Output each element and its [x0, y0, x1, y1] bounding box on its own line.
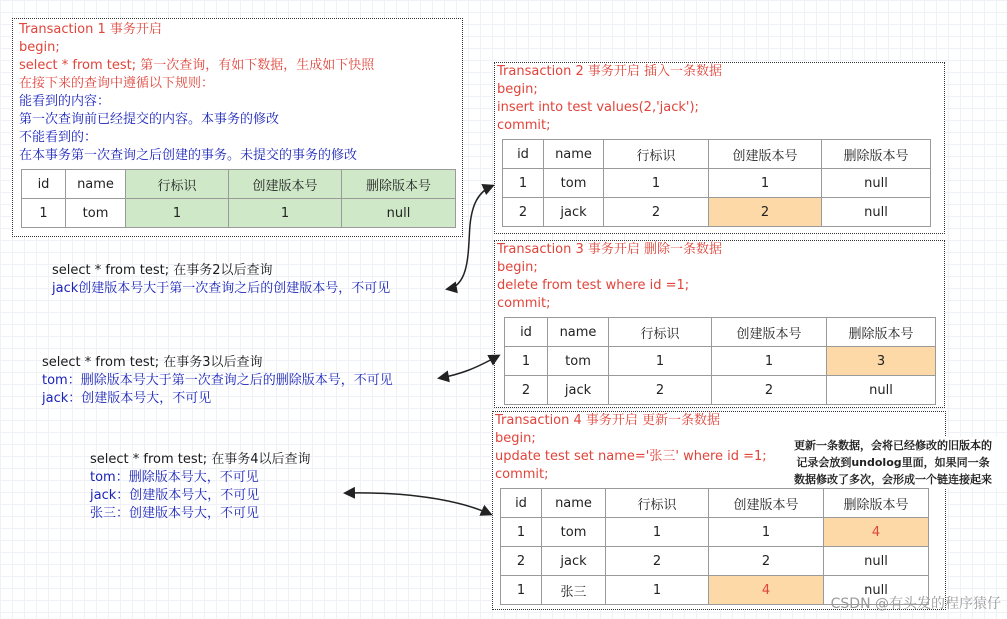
header-row-id: 行标识 [126, 170, 229, 199]
cell-id: 1 [22, 199, 66, 228]
cell-delete-version: null [824, 576, 929, 605]
cell-delete-version-highlight: 4 [824, 518, 929, 547]
header-id: id [503, 140, 544, 169]
cell-row-id: 1 [126, 199, 229, 228]
tx1-invisible-desc: 在本事务第一次查询之后创建的事务。未提交的事务的修改 [19, 148, 358, 163]
header-id: id [505, 318, 548, 347]
cell-delete-version: null [822, 198, 931, 227]
undolog-note-line-2: 记录会放到undolog里面，如果同一条 [796, 456, 990, 469]
arrow-query4-to-tx4 [346, 493, 490, 514]
cell-row-id: 2 [606, 547, 709, 576]
query-after-tx3-reason-jack: jack：创建版本号大，不可见 [42, 391, 212, 406]
header-id: id [22, 170, 66, 199]
arrow-query3-to-tx3 [440, 356, 498, 378]
cell-delete-version: null [342, 199, 456, 228]
cell-create-version: 1 [712, 347, 827, 376]
cell-id: 1 [503, 169, 544, 198]
cell-delete-version-highlight: 3 [827, 347, 936, 376]
tx1-rule-intro: 在接下来的查询中遵循以下规则： [19, 76, 215, 91]
tx3-delete: delete from test where id =1; [497, 278, 690, 293]
query-after-tx3-sql: select * from test; 在事务3以后查询 [42, 355, 263, 370]
tx2-insert: insert into test values(2,'jack'); [497, 100, 699, 115]
undolog-note-line-1: 更新一条数据，会将已经修改的旧版本的 [794, 439, 992, 452]
cell-row-id: 2 [604, 198, 709, 227]
cell-name: tom [66, 199, 126, 228]
header-name: name [548, 318, 609, 347]
cell-id: 2 [503, 198, 544, 227]
cell-row-id: 1 [604, 169, 709, 198]
query-after-tx2-sql: select * from test; 在事务2以后查询 [52, 263, 273, 278]
tx4-title: Transaction 4 事务开启 更新一条数据 [495, 413, 721, 428]
cell-name: tom [544, 169, 604, 198]
query-after-tx2-reason: jack创建版本号大于第一次查询之后的创建版本号，不可见 [52, 281, 391, 296]
tx2-title: Transaction 2 事务开启 插入一条数据 [497, 64, 723, 79]
cell-row-id: 1 [609, 347, 712, 376]
header-id: id [501, 489, 542, 518]
header-row-id: 行标识 [609, 318, 712, 347]
cell-name: jack [544, 198, 604, 227]
header-create-version: 创建版本号 [709, 140, 822, 169]
query-after-tx4-reason-jack: jack：创建版本号大，不可见 [90, 488, 260, 503]
tx2-commit: commit; [497, 118, 551, 133]
cell-create-version: 1 [229, 199, 342, 228]
cell-id: 2 [501, 547, 542, 576]
cell-row-id: 2 [609, 376, 712, 405]
tx1-select: select * from test; 第一次查询，有如下数据，生成如下快照 [19, 58, 375, 73]
cell-name: tom [542, 518, 606, 547]
tx3-begin: begin; [497, 260, 538, 275]
header-delete-version: 删除版本号 [824, 489, 929, 518]
tx4-begin: begin; [495, 431, 536, 446]
header-name: name [66, 170, 126, 199]
tx4-commit: commit; [495, 467, 549, 482]
cell-id: 1 [505, 347, 548, 376]
tx1-visible-desc: 第一次查询前已经提交的内容。本事务的修改 [19, 112, 280, 127]
tx4-update: update test set name='张三' where id =1; [495, 449, 767, 464]
cell-delete-version: null [824, 547, 929, 576]
query-after-tx4-reason-tom: tom：删除版本号大，不可见 [90, 470, 259, 485]
header-name: name [544, 140, 604, 169]
cell-delete-version: null [822, 169, 931, 198]
cell-name: jack [548, 376, 609, 405]
header-create-version: 创建版本号 [709, 489, 824, 518]
tx1-invisible-label: 不能看到的： [19, 130, 98, 145]
cell-id: 1 [501, 518, 542, 547]
cell-name: jack [542, 547, 606, 576]
cell-create-version: 1 [709, 518, 824, 547]
header-create-version: 创建版本号 [712, 318, 827, 347]
cell-create-version-highlight: 4 [709, 576, 824, 605]
cell-id: 1 [501, 576, 542, 605]
undolog-note-line-3: 数据修改了多次，会形成一个链连接起来 [794, 473, 992, 486]
header-row-id: 行标识 [604, 140, 709, 169]
tx3-commit: commit; [497, 296, 551, 311]
header-name: name [542, 489, 606, 518]
cell-id: 2 [505, 376, 548, 405]
query-after-tx4-sql: select * from test; 在事务4以后查询 [90, 452, 311, 467]
cell-create-version: 2 [709, 547, 824, 576]
watermark: CSDN @有头发的程序猿仔 [830, 596, 1001, 612]
tx3-title: Transaction 3 事务开启 删除一条数据 [497, 242, 723, 257]
cell-name: 张三 [542, 576, 606, 605]
tx1-visible-label: 能看到的内容： [19, 94, 111, 109]
tx2-begin: begin; [497, 82, 538, 97]
header-create-version: 创建版本号 [229, 170, 342, 199]
header-delete-version: 删除版本号 [827, 318, 936, 347]
tx1-title: Transaction 1 事务开启 [19, 22, 162, 37]
arrow-query2-to-tx2 [448, 186, 492, 289]
cell-name: tom [548, 347, 609, 376]
cell-create-version: 1 [709, 169, 822, 198]
cell-create-version-highlight: 2 [709, 198, 822, 227]
tx1-begin: begin; [19, 40, 60, 55]
query-after-tx4-reason-zhangsan: 张三：创建版本号大，不可见 [90, 506, 260, 521]
cell-create-version: 2 [712, 376, 827, 405]
header-delete-version: 删除版本号 [822, 140, 931, 169]
query-after-tx3-reason-tom: tom：删除版本号大于第一次查询之后的删除版本号，不可见 [42, 373, 393, 388]
cell-delete-version: null [827, 376, 936, 405]
cell-row-id: 1 [606, 518, 709, 547]
header-delete-version: 删除版本号 [342, 170, 456, 199]
cell-row-id: 1 [606, 576, 709, 605]
header-row-id: 行标识 [606, 489, 709, 518]
